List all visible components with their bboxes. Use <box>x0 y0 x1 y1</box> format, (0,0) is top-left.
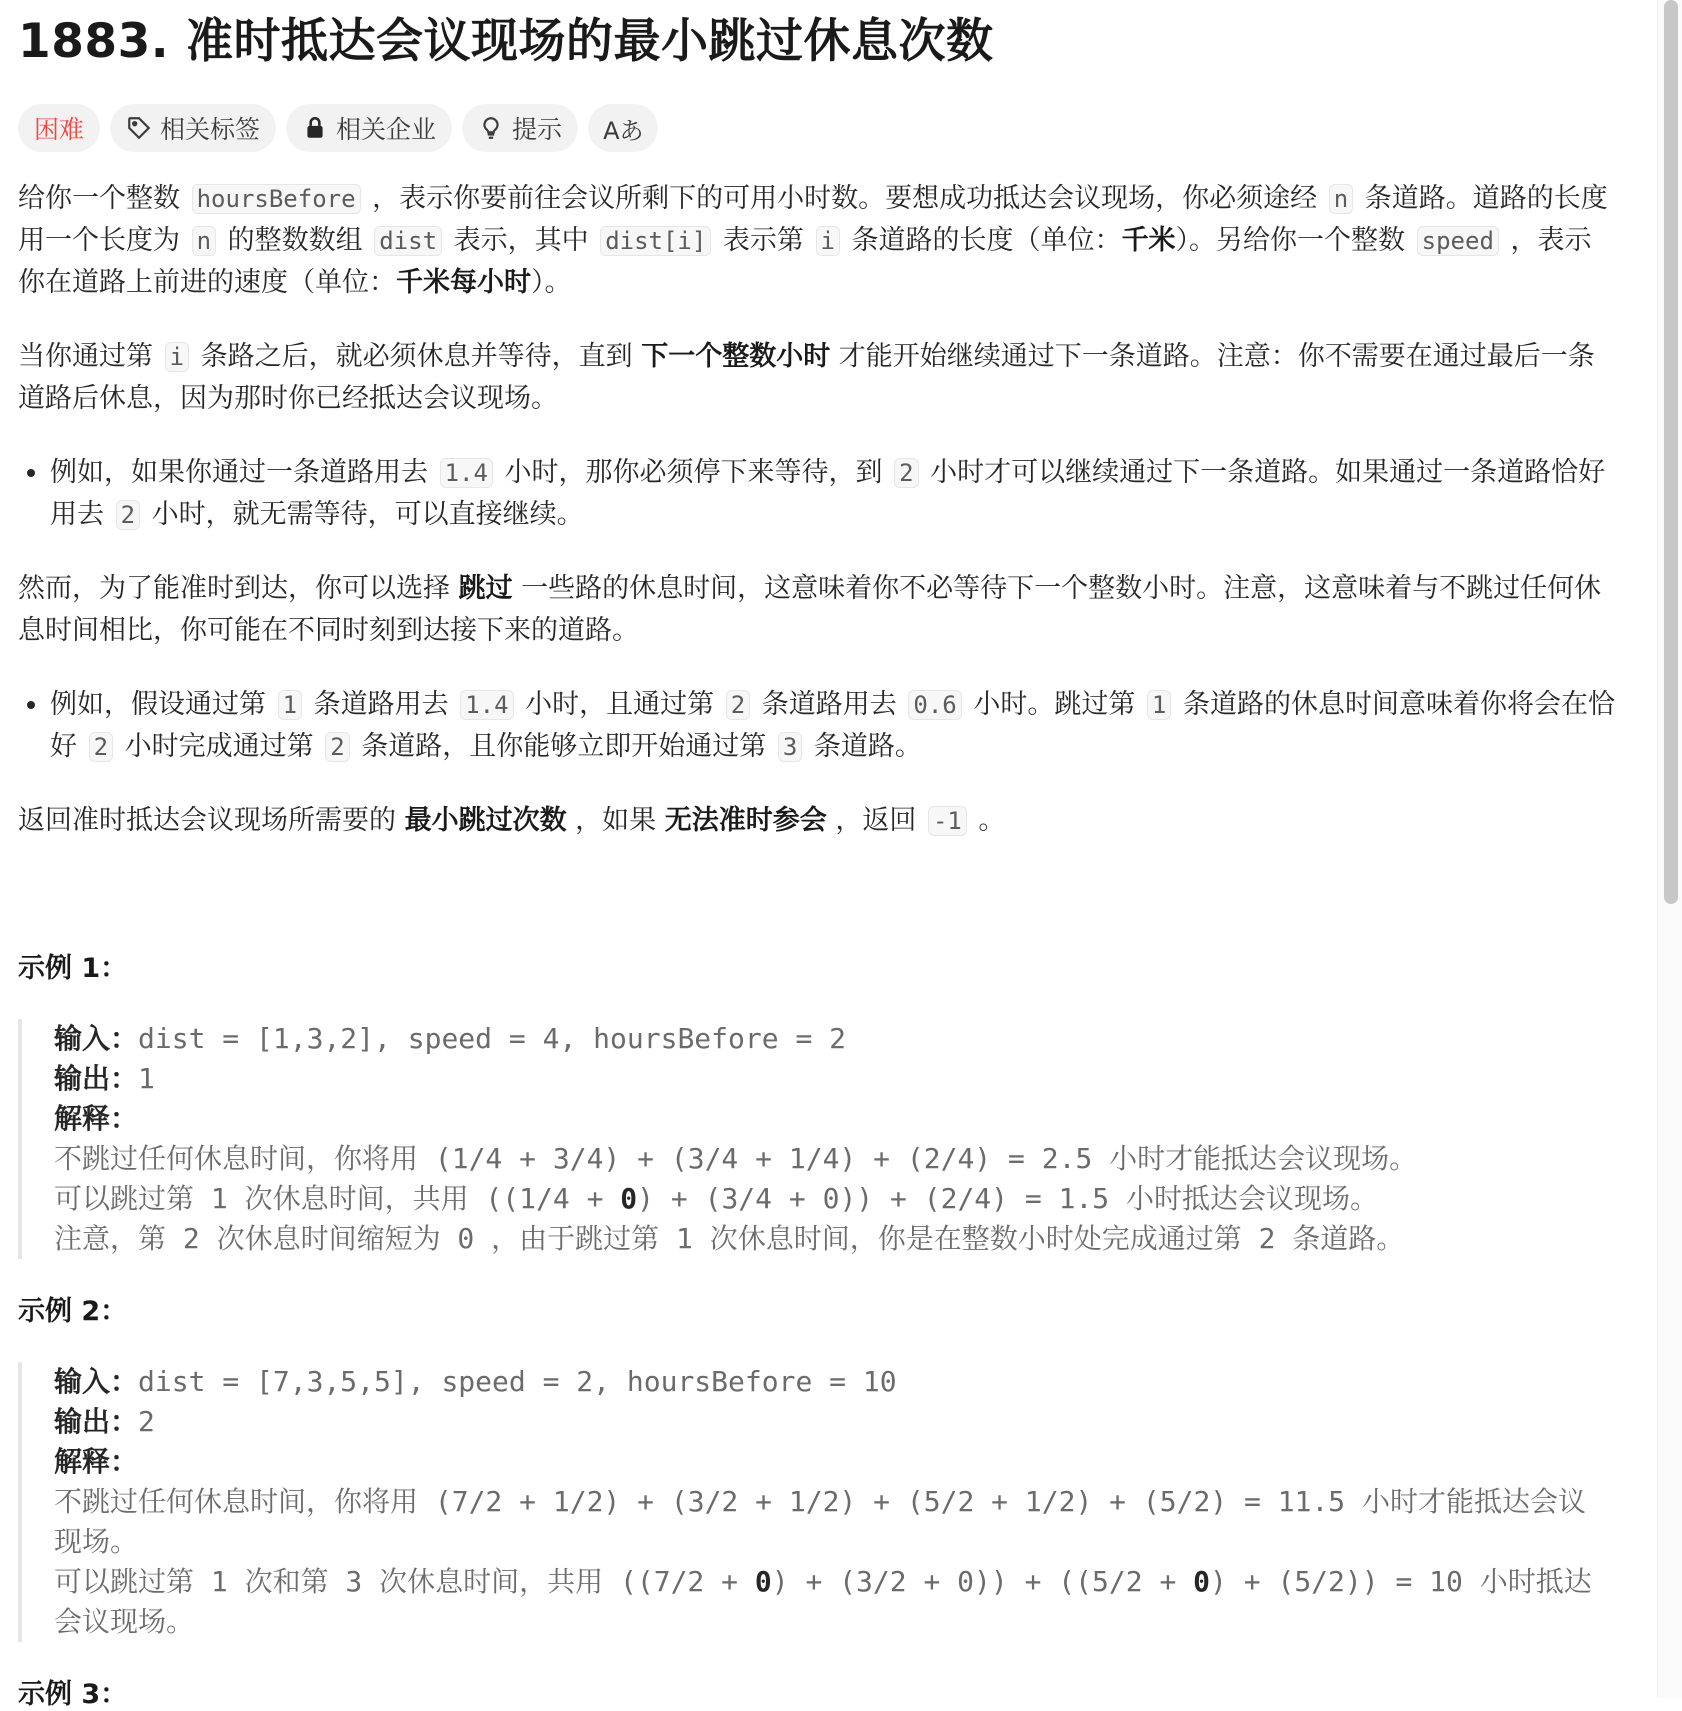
scrollbar-thumb[interactable] <box>1664 0 1678 904</box>
inline-code: -1 <box>928 806 967 836</box>
difficulty-label: 困难 <box>34 115 85 144</box>
inline-code: speed <box>1417 226 1499 256</box>
related-tags-label: 相关标签 <box>160 115 261 144</box>
bold-text: 千米 <box>1121 225 1176 256</box>
inline-code: 1.4 <box>440 458 493 488</box>
inline-code: n <box>1329 184 1353 214</box>
text: ，如果 <box>566 805 665 836</box>
bold-zero: 0 <box>754 1565 772 1598</box>
input-value: dist = [7,3,5,5], speed = 2, hoursBefore = 10 <box>138 1365 897 1398</box>
related-companies-label: 相关企业 <box>336 115 437 144</box>
problem-statement <box>18 178 1618 842</box>
explain-label: 解释： <box>54 1102 139 1135</box>
description-paragraph-4 <box>18 800 1618 842</box>
example-3-title: 示例 3： <box>18 1679 128 1710</box>
explanation-line <box>54 1562 1598 1642</box>
text: 返回准时抵达会议现场所需要的 <box>18 805 405 836</box>
text: 。 <box>969 805 1006 836</box>
output-label: 输出： <box>54 1405 139 1438</box>
inline-code: dist <box>374 226 442 256</box>
text: ）。另给你一个整数 <box>1175 225 1414 256</box>
description-paragraph-1 <box>18 178 1618 304</box>
inline-code: 2 <box>726 690 750 720</box>
inline-code: 2 <box>116 500 140 530</box>
inline-code: 1 <box>1147 690 1171 720</box>
example-1-block <box>18 1019 1598 1259</box>
explanation-line: 不跳过任何休息时间，你将用 (1/4 + 3/4) + (3/4 + 1/4) + (2/4) = 2.5 小时才能抵达会议现场。 <box>54 1142 1418 1175</box>
inline-code: 0.6 <box>908 690 961 720</box>
example-input <box>54 1019 1598 1059</box>
output-value: 1 <box>138 1062 155 1095</box>
text: 表示第 <box>714 225 813 256</box>
example-2-title: 示例 2： <box>18 1296 128 1327</box>
example-2-block <box>18 1362 1598 1642</box>
text: 小时，且通过第 <box>516 689 723 720</box>
inline-code: i <box>816 226 840 256</box>
example-output <box>54 1059 1598 1099</box>
list-item <box>50 684 1618 768</box>
text: 才能开始继续通过下一条道路。注意：你不需要在通过最后一条道路后休息，因为那时你已经抵达会议现场。 <box>18 341 1595 414</box>
bullet-list-2 <box>18 684 1618 768</box>
text: ，表示你要前往会议所剩下的可用小时数。要想成功抵达会议现场，你必须途经 <box>363 183 1326 214</box>
translate-button[interactable] <box>588 104 658 152</box>
text: 可以跳过第 1 次休息时间，共用 ((1/4 + <box>54 1182 621 1215</box>
description-paragraph-3 <box>18 568 1618 652</box>
text: ，表示你在道路上前进的速度（单位： <box>18 225 1592 298</box>
example-1-title: 示例 1： <box>18 953 128 984</box>
inline-code: 3 <box>778 732 802 762</box>
example-input <box>54 1362 1598 1402</box>
text: ) + (5/2)) = 10 小时抵达会议现场。 <box>54 1565 1592 1638</box>
text: 条道路。道路的长度用一个长度为 <box>18 183 1608 256</box>
bullet-list-1 <box>18 452 1618 536</box>
text: 条道路用去 <box>305 689 458 720</box>
bold-text: 跳过 <box>458 573 513 604</box>
text: 小时，就无需等待，可以直接继续。 <box>143 499 584 530</box>
text: 条道路，且你能够立即开始通过第 <box>352 731 775 762</box>
text: 可以跳过第 1 次和第 3 次休息时间，共用 ((7/2 + <box>54 1565 755 1598</box>
bold-text: 下一个整数小时 <box>641 341 831 372</box>
text: 一些路的休息时间，这意味着你不必等待下一个整数小时。注意，这意味着与不跳过任何休息时间相比，你可能在不同时刻到达接下来的道路。 <box>18 573 1602 646</box>
problem-title[interactable]: 1883. 准时抵达会议现场的最小跳过休息次数 <box>18 14 994 69</box>
related-companies-button[interactable] <box>286 104 452 152</box>
inline-code: 2 <box>325 732 349 762</box>
input-label: 输入： <box>54 1365 139 1398</box>
text: 条道路用去 <box>753 689 906 720</box>
explanation-line: 不跳过任何休息时间，你将用 (7/2 + 1/2) + (3/2 + 1/2) + (5/2 + 1/2) + (5/2) = 11.5 小时才能抵达会议现场。 <box>54 1485 1587 1558</box>
text: 当你通过第 <box>18 341 162 372</box>
text: ) + (3/2 + 0)) + ((5/2 + <box>771 1565 1194 1598</box>
inline-code: i <box>165 342 189 372</box>
text: 小时才可以继续通过下一条道路。如果通过一条道路恰好用去 <box>50 457 1606 530</box>
input-value: dist = [1,3,2], speed = 4, hoursBefore = 2 <box>138 1022 847 1055</box>
explanation-line <box>54 1179 1598 1219</box>
translate-icon: Aあ <box>603 116 644 145</box>
difficulty-badge <box>18 104 100 152</box>
bold-text: 无法准时参会 <box>664 805 827 836</box>
inline-code: hoursBefore <box>192 184 361 214</box>
output-value: 2 <box>138 1405 155 1438</box>
inline-code: 2 <box>89 732 113 762</box>
output-label: 输出： <box>54 1062 139 1095</box>
text: 然而，为了能准时到达，你可以选择 <box>18 573 459 604</box>
text: 条道路的休息时间意味着你将会在恰好 <box>50 689 1615 762</box>
bold-text: 最小跳过次数 <box>404 805 567 836</box>
description-paragraph-2 <box>18 336 1618 420</box>
lock-icon <box>302 115 328 141</box>
list-item <box>50 452 1618 536</box>
text: 给你一个整数 <box>18 183 189 214</box>
lightbulb-icon <box>478 115 504 141</box>
text: ，返回 <box>826 805 925 836</box>
text: 条道路。 <box>805 731 922 762</box>
example-explanation-label <box>54 1099 1598 1139</box>
inline-code: 2 <box>894 458 918 488</box>
example-output <box>54 1402 1598 1442</box>
text: ）。 <box>531 267 572 298</box>
inline-code: n <box>192 226 216 256</box>
hint-label: 提示 <box>512 115 563 144</box>
explanation-line: 注意，第 2 次休息时间缩短为 0 ，由于跳过第 1 次休息时间，你是在整数小时处完成通过第 2 条道路。 <box>54 1222 1405 1255</box>
explain-label: 解释： <box>54 1445 139 1478</box>
text: 例如，如果你通过一条道路用去 <box>50 457 437 488</box>
text: 小时，那你必须停下来等待，到 <box>495 457 892 488</box>
text: 小时完成通过第 <box>116 731 323 762</box>
bold-text: 千米每小时 <box>396 267 531 298</box>
text: 表示，其中 <box>445 225 598 256</box>
bold-zero: 0 <box>1193 1565 1211 1598</box>
problem-description-panel <box>18 0 1618 1711</box>
tag-bar <box>18 104 1618 152</box>
text: 的整数数组 <box>219 225 372 256</box>
inline-code: dist[i] <box>600 226 711 256</box>
text: 条道路的长度（单位： <box>842 225 1122 256</box>
text: 例如，假设通过第 <box>50 689 275 720</box>
related-tags-button[interactable] <box>110 104 276 152</box>
text: ) + (3/4 + 0)) + (2/4) = 1.5 小时抵达会议现场。 <box>637 1182 1379 1215</box>
inline-code: 1 <box>278 690 302 720</box>
input-label: 输入： <box>54 1022 139 1055</box>
tag-icon <box>126 115 152 141</box>
example-explanation-label <box>54 1442 1598 1482</box>
inline-code: 1.4 <box>460 690 513 720</box>
hint-button[interactable] <box>462 104 578 152</box>
text: 小时。跳过第 <box>964 689 1144 720</box>
bold-zero: 0 <box>620 1182 638 1215</box>
text: 条路之后，就必须休息并等待，直到 <box>192 341 642 372</box>
